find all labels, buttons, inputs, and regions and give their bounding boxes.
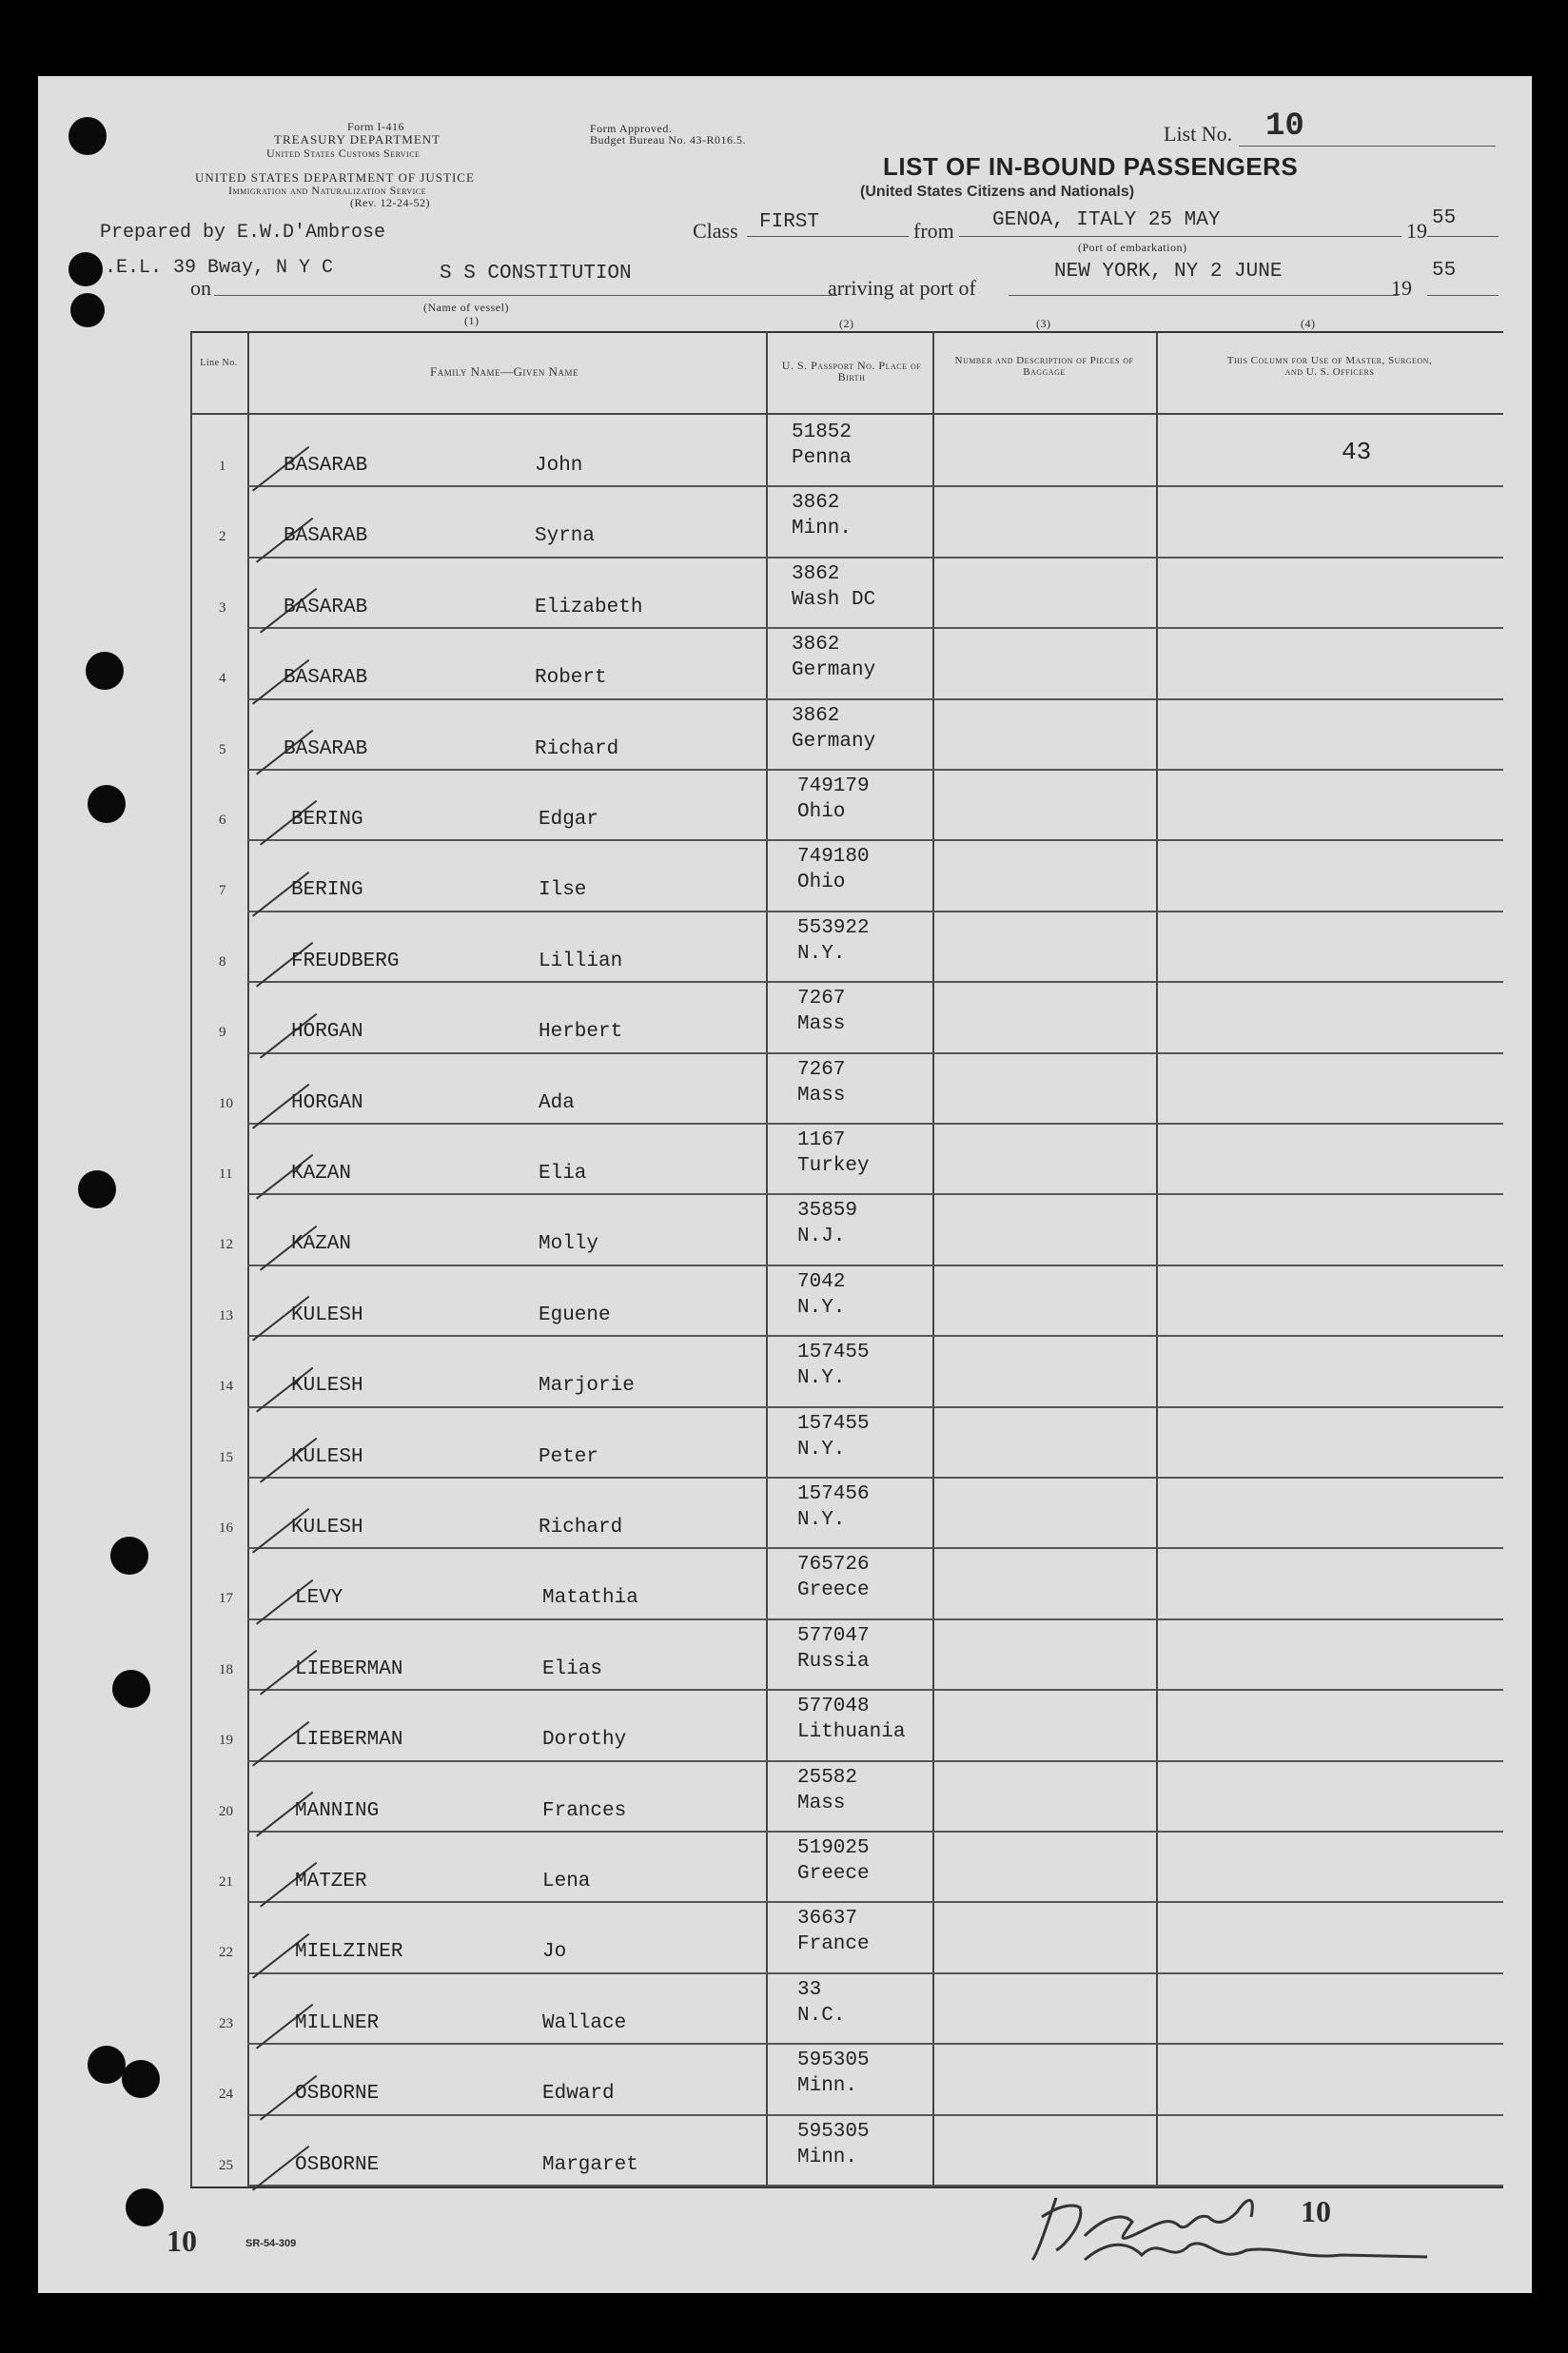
place-of-birth: Greece	[797, 1579, 870, 1601]
family-name: BASARAB	[284, 525, 368, 547]
line-number: 2	[219, 529, 226, 544]
given-name: Ilse	[539, 879, 587, 901]
passport-number: 595305	[797, 2121, 870, 2143]
family-name: HORGAN	[291, 1021, 363, 1043]
punch-hole	[88, 2046, 126, 2084]
given-name: Elizabeth	[535, 597, 643, 618]
passport-number: 1167	[797, 1129, 846, 1151]
passport-number: 519025	[797, 1837, 870, 1859]
family-name: LIEBERMAN	[295, 1729, 403, 1751]
place-of-birth: France	[797, 1933, 870, 1955]
given-name: Elias	[542, 1658, 603, 1680]
place-of-birth: Turkey	[797, 1155, 870, 1177]
punch-hole	[86, 652, 124, 690]
given-name: Ada	[539, 1092, 575, 1114]
class-label: Class	[693, 219, 738, 243]
revision-label: (Rev. 12-24-52)	[350, 196, 431, 209]
column-header-name: Family Name—Given Name	[430, 364, 578, 379]
place-of-birth: Minn.	[797, 2147, 858, 2168]
punch-hole	[126, 2188, 164, 2226]
given-name: Lillian	[539, 951, 623, 972]
given-name: Dorothy	[542, 1729, 627, 1751]
port-embarkation-caption: (Port of embarkation)	[1078, 241, 1187, 254]
place-of-birth: Mass	[797, 1013, 846, 1035]
family-name: OSBORNE	[295, 2154, 380, 2176]
year-prefix: 19	[1406, 219, 1427, 243]
punch-hole	[69, 252, 103, 286]
passport-number: 3862	[792, 634, 840, 656]
line-number: 13	[219, 1308, 233, 1324]
departure-year: 55	[1432, 207, 1457, 229]
punch-hole	[112, 1670, 150, 1708]
family-name: BASARAB	[284, 738, 368, 760]
family-name: BERING	[291, 809, 363, 831]
place-of-birth: Russia	[797, 1651, 870, 1673]
passport-number: 36637	[797, 1908, 858, 1930]
family-name: KULESH	[291, 1517, 363, 1539]
form-title: LIST OF IN-BOUND PASSENGERS	[883, 152, 1299, 181]
passport-number: 577047	[797, 1625, 870, 1647]
passport-number: 7042	[797, 1271, 846, 1293]
given-name: Eguene	[539, 1304, 611, 1326]
line-number: 8	[219, 954, 226, 970]
line-number: 6	[219, 813, 226, 828]
passport-number: 765726	[797, 1554, 870, 1576]
family-name: KAZAN	[291, 1163, 352, 1185]
given-name: Molly	[539, 1233, 599, 1255]
family-name: MATZER	[295, 1871, 367, 1892]
line-number: 21	[219, 1874, 233, 1890]
passport-number: 25582	[797, 1767, 858, 1789]
on-label: on	[190, 276, 211, 300]
budget-bureau: Budget Bureau No. 43-R016.5.	[590, 133, 746, 147]
punch-hole	[122, 2060, 160, 2098]
line-number: 4	[219, 671, 226, 686]
arrival-year: 55	[1432, 260, 1457, 282]
family-name: BASARAB	[284, 455, 368, 477]
place-of-birth: Minn.	[792, 518, 853, 539]
column-header-officers: This Column for Use of Master, Surgeon, and U. S. Officers	[1226, 355, 1433, 378]
column-header-line-no: Line No.	[200, 358, 238, 368]
line-number: 19	[219, 1733, 233, 1748]
passport-number: 3862	[792, 705, 840, 727]
place-of-birth: N.Y.	[797, 1297, 846, 1319]
given-name: Lena	[542, 1871, 591, 1892]
form-number: Form I-416	[347, 120, 404, 133]
right-page-count: 10	[1301, 2194, 1331, 2228]
treasury-label: TREASURY DEPARTMENT	[274, 132, 441, 147]
vessel-name: S S CONSTITUTION	[440, 263, 632, 284]
given-name: Elia	[539, 1163, 587, 1185]
passport-number: 157455	[797, 1413, 870, 1435]
given-name: Edward	[542, 2083, 615, 2105]
given-name: Syrna	[535, 525, 596, 547]
family-name: HORGAN	[291, 1092, 363, 1114]
column-marker-2: (2)	[839, 317, 854, 330]
passport-number: 33	[797, 1979, 822, 2001]
punch-hole	[78, 1170, 116, 1208]
line-number: 11	[219, 1167, 233, 1182]
port-of-arrival: NEW YORK, NY 2 JUNE	[1054, 261, 1283, 283]
family-name: BASARAB	[284, 597, 368, 618]
from-label: from	[913, 219, 954, 243]
given-name: Peter	[539, 1446, 599, 1468]
line-number: 23	[219, 2016, 233, 2031]
place-of-birth: Wash DC	[792, 589, 876, 611]
line-number: 5	[219, 742, 226, 757]
place-of-birth: Germany	[792, 659, 876, 681]
officer-annotation: 43	[1342, 438, 1372, 466]
passport-number: 35859	[797, 1200, 858, 1222]
line-number: 1	[219, 459, 226, 474]
family-name: OSBORNE	[295, 2083, 380, 2105]
punch-hole	[70, 293, 105, 327]
given-name: Marjorie	[539, 1375, 635, 1397]
left-page-count: 10	[167, 2224, 197, 2258]
place-of-birth: Minn.	[797, 2075, 858, 2097]
line-number: 7	[219, 883, 226, 898]
line-number: 24	[219, 2087, 233, 2102]
family-name: FREUDBERG	[291, 951, 400, 972]
family-name: BASARAB	[284, 667, 368, 689]
passport-number: 595305	[797, 2049, 870, 2071]
family-name: LEVY	[295, 1587, 343, 1609]
place-of-birth: Ohio	[797, 801, 846, 823]
column-header-passport: U. S. Passport No. Place of Birth	[781, 359, 922, 383]
family-name: MIELZINER	[295, 1941, 403, 1963]
family-name: MILLNER	[295, 2012, 380, 2034]
form-code: SR-54-309	[245, 2238, 297, 2249]
passport-number: 7267	[797, 1059, 846, 1081]
family-name: MANNING	[295, 1800, 380, 1822]
line-number: 18	[219, 1662, 233, 1677]
family-name: BERING	[291, 879, 363, 901]
line-number: 9	[219, 1025, 226, 1040]
port-of-embarkation: GENOA, ITALY 25 MAY	[992, 209, 1221, 231]
line-number: 20	[219, 1804, 233, 1819]
place-of-birth: Ohio	[797, 872, 846, 893]
column-marker-3: (3)	[1036, 317, 1051, 330]
passport-number: 157456	[797, 1483, 870, 1505]
place-of-birth: N.Y.	[797, 1509, 846, 1531]
family-name: KULESH	[291, 1446, 363, 1468]
passport-number: 51852	[792, 422, 853, 443]
officer-signature	[1028, 2179, 1446, 2279]
justice-label: UNITED STATES DEPARTMENT OF JUSTICE	[195, 170, 475, 185]
vessel-caption: (Name of vessel)	[423, 301, 509, 314]
given-name: Robert	[535, 667, 607, 689]
passport-number: 553922	[797, 917, 870, 939]
given-name: Jo	[542, 1941, 567, 1963]
place-of-birth: Penna	[792, 447, 853, 469]
punch-hole	[88, 785, 126, 823]
line-number: 22	[219, 1945, 233, 1960]
column-header-baggage: Number and Description of Pieces of Baggage	[954, 355, 1134, 378]
customs-label: United States Customs Service	[266, 147, 421, 160]
passport-number: 3862	[792, 563, 840, 585]
line-number: 17	[219, 1591, 233, 1606]
punch-hole	[110, 1537, 148, 1575]
line-number: 3	[219, 600, 226, 616]
passport-number: 7267	[797, 988, 846, 1010]
family-name: KULESH	[291, 1304, 363, 1326]
passport-number: 749179	[797, 775, 870, 797]
punch-hole	[69, 117, 107, 155]
arriving-label: arriving at port of	[828, 276, 976, 300]
given-name: Margaret	[542, 2154, 638, 2176]
arrival-year-prefix: 19	[1391, 276, 1412, 300]
given-name: Matathia	[542, 1587, 638, 1609]
place-of-birth: N.Y.	[797, 943, 846, 965]
place-of-birth: Germany	[792, 731, 876, 753]
agent-address: .E.L. 39 Bway, N Y C	[105, 257, 334, 279]
given-name: Frances	[542, 1800, 627, 1822]
place-of-birth: Mass	[797, 1793, 846, 1814]
place-of-birth: N.Y.	[797, 1367, 846, 1389]
form-subtitle: (United States Citizens and Nationals)	[860, 184, 1135, 200]
class-value: FIRST	[759, 211, 820, 233]
family-name: KULESH	[291, 1375, 363, 1397]
place-of-birth: N.J.	[797, 1226, 846, 1247]
given-name: Richard	[535, 738, 619, 760]
passport-number: 749180	[797, 846, 870, 868]
prepared-by: Prepared by E.W.D'Ambrose	[100, 222, 386, 244]
place-of-birth: N.C.	[797, 2005, 846, 2027]
list-number: 10	[1265, 108, 1304, 145]
passport-number: 577048	[797, 1696, 870, 1717]
place-of-birth: Mass	[797, 1085, 846, 1107]
line-number: 25	[219, 2158, 233, 2173]
form-approved: Form Approved.	[590, 122, 673, 135]
family-name: KAZAN	[291, 1233, 352, 1255]
line-number: 12	[219, 1237, 233, 1252]
given-name: Richard	[539, 1517, 623, 1539]
passenger-list-form	[38, 76, 1532, 2293]
given-name: Wallace	[542, 2012, 627, 2034]
line-number: 16	[219, 1520, 233, 1536]
immigration-label: Immigration and Naturalization Service	[228, 184, 427, 197]
line-number: 15	[219, 1450, 233, 1465]
list-label: List No.	[1164, 122, 1233, 146]
line-number: 14	[219, 1379, 233, 1394]
family-name: LIEBERMAN	[295, 1658, 403, 1680]
place-of-birth: Lithuania	[797, 1721, 906, 1743]
passport-number: 157455	[797, 1342, 870, 1363]
line-number: 10	[219, 1096, 233, 1111]
column-marker-4: (4)	[1301, 317, 1316, 330]
given-name: John	[535, 455, 583, 477]
place-of-birth: N.Y.	[797, 1439, 846, 1461]
passport-number: 3862	[792, 492, 840, 514]
given-name: Herbert	[539, 1021, 623, 1043]
place-of-birth: Greece	[797, 1863, 870, 1885]
given-name: Edgar	[539, 809, 599, 831]
column-marker-1: (1)	[464, 314, 480, 327]
